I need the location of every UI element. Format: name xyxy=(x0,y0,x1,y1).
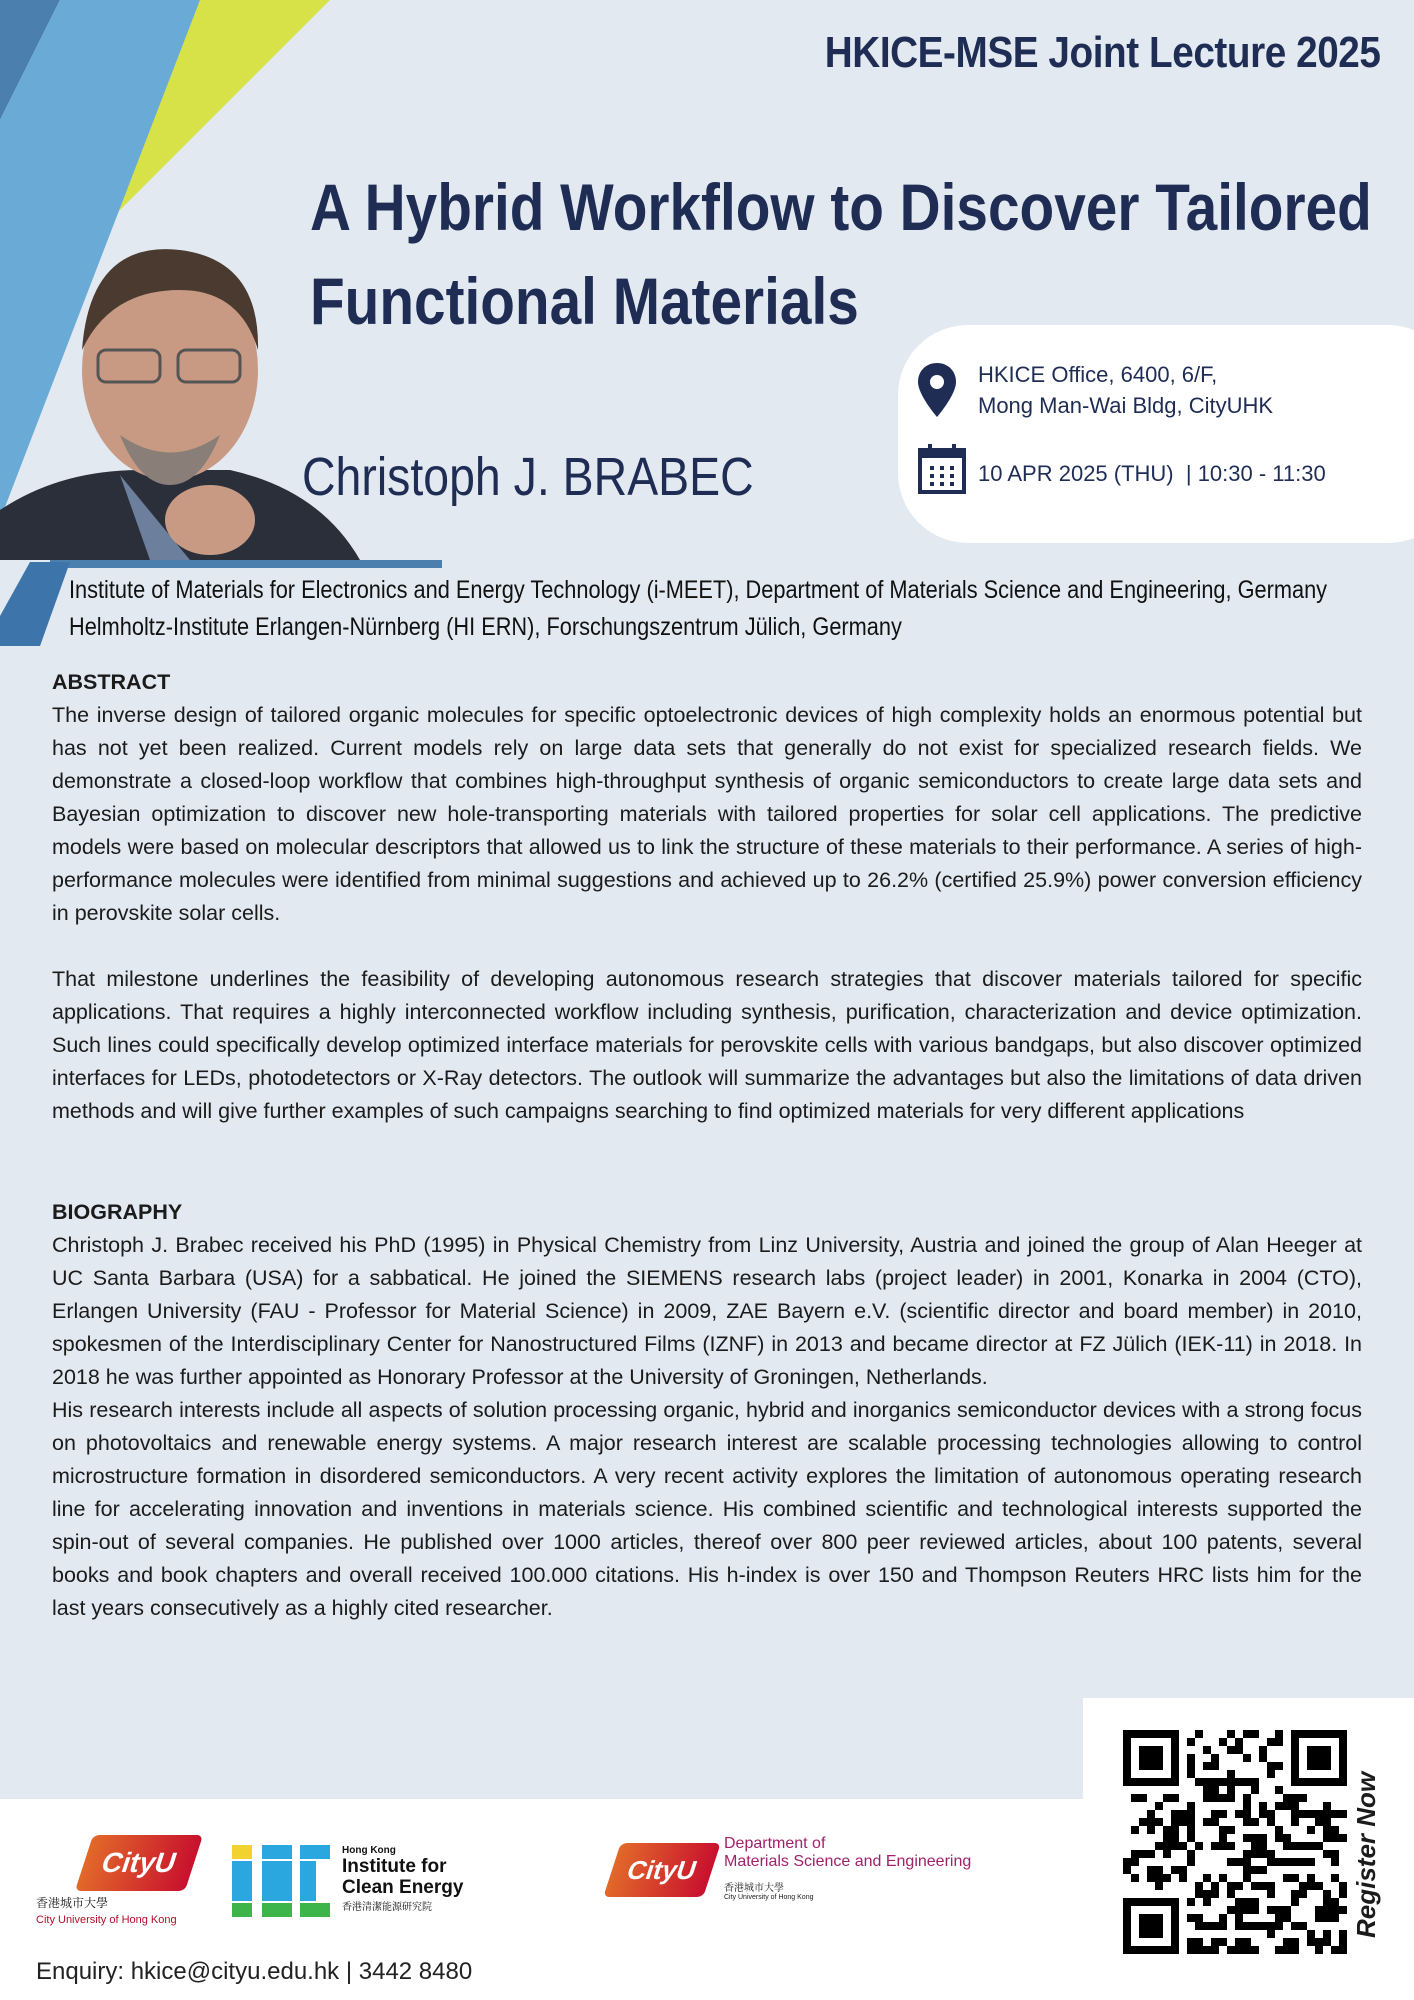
biography-section xyxy=(52,1196,1362,1625)
affiliation: Helmholtz-Institute Erlangen-Nürnberg (HI ERN), Forschungszentrum Jülich, Germany xyxy=(69,613,902,641)
abstract-paragraph: That milestone underlines the feasibility of developing autonomous research strategies that discover materials tailored for specific applications. That requires a highly interconnected workflow including synthesis, purification, characterization and device optimization. Such lines could specifically develop optimized interface materials for perovskite cells with various bandgaps, but also discover optimized interfaces for LEDs, photodetectors or X-Ray detectors. The outlook will summarize the advantages but also the limitations of data driven methods and will give further examples of such campaigns searching to find optimized materials for very different applications xyxy=(52,967,1362,1123)
cityu-mark: CityU xyxy=(75,1835,203,1891)
ice-logo xyxy=(232,1845,463,1917)
location-pin-icon xyxy=(918,363,956,417)
ice-mark xyxy=(232,1845,330,1917)
mse-text xyxy=(724,1835,971,1901)
ice-line: Institute for xyxy=(342,1856,447,1877)
mse-logo xyxy=(612,1835,971,1901)
register-qr-panel xyxy=(1083,1698,1414,2000)
datetime-row xyxy=(978,458,1326,489)
title-line: Functional Materials xyxy=(310,264,859,338)
location-line: Mong Man-Wai Bldg, CityUHK xyxy=(978,393,1274,418)
abstract-section xyxy=(52,666,1362,1128)
mse-zh: 香港城市大學 xyxy=(724,1883,784,1894)
cityu-en: City University of Hong Kong xyxy=(36,1914,177,1926)
ice-zh: 香港清潔能源研究院 xyxy=(342,1902,432,1913)
lecture-series: HKICE-MSE Joint Lecture 2025 xyxy=(824,28,1380,77)
location-line: HKICE Office, 6400, 6/F, xyxy=(978,362,1218,387)
abstract-heading: ABSTRACT xyxy=(52,670,171,694)
ice-text xyxy=(342,1845,463,1917)
affiliations xyxy=(69,572,1374,646)
speaker-name: Christoph J. BRABEC xyxy=(302,447,754,507)
abstract-paragraph: The inverse design of tailored organic molecules for specific optoelectronic devices of high complexity holds an enormous potential but has not yet been realized. Current models rely on large data sets that generally do not exist for specialized research fields. We demonstrate a closed-loop workflow that combines high-throughput synthesis of organic semiconductors to create large data sets and Bayesian optimization to discover new hole-transporting materials with tailored properties for solar cell applications. The predictive models were based on molecular descriptors that allowed us to link the structure of these materials to their performance. A series of high-performance molecules were identified from minimal suggestions and achieved up to 26.2% (certified 25.9%) power conversion efficiency in perovskite solar cells. xyxy=(52,703,1362,925)
mse-en: City University of Hong Kong xyxy=(724,1894,814,1901)
event-datetime: 10 APR 2025 (THU) | 10:30 - 11:30 xyxy=(978,461,1326,486)
mse-line: Materials Science and Engineering xyxy=(724,1853,972,1870)
cityu-logo xyxy=(36,1835,206,1929)
affiliation: Institute of Materials for Electronics and Energy Technology (i-MEET), Department of Materials Science and Engineering, Germany xyxy=(69,576,1328,604)
enquiry-contact: Enquiry: hkice@cityu.edu.hk | 3442 8480 xyxy=(36,1958,473,1985)
cityu-mark: CityU xyxy=(603,1843,721,1897)
event-info-box xyxy=(898,325,1414,543)
cityu-zh: 香港城市大學 xyxy=(36,1896,109,1910)
register-now-label: Register Now xyxy=(1351,1771,1381,1938)
lecture-title xyxy=(310,160,1402,348)
ice-line: Clean Energy xyxy=(342,1877,464,1898)
qr-code[interactable] xyxy=(1123,1730,1347,1954)
title-line: A Hybrid Workflow to Discover Tailored xyxy=(310,170,1372,244)
biography-paragraph: His research interests include all aspects of solution processing organic, hybrid and inorganics semiconductor devices with a strong focus on photovoltaics and renewable energy systems. A major research interest are scalable processing technologies allowing to control microstructure formation in disordered semiconductors. A very recent activity explores the limitation of autonomous operating research line for accelerating innovation and inventions in materials science. His combined scientific and technological interests supported the spin-out of several companies. He published over 1000 articles, thereof over 800 peer reviewed articles, about 100 patents, several books and book chapters and overall received 100.000 citations. His h-index is over 150 and Thompson Reuters HRC lists him for the last years consecutively as a highly cited researcher. xyxy=(52,1398,1362,1620)
biography-paragraph: Christoph J. Brabec received his PhD (1995) in Physical Chemistry from Linz University, Austria and joined the group of Alan Heeger at UC Santa Barbara (USA) for a sabbatical. He joined the SIEMENS research labs (project leader) in 2001, Konarka in 2004 (CTO), Erlangen University (FAU - Professor for Material Science) in 2009, ZAE Bayern e.V. (scientific director and board member) in 2010, spokesmen of the Interdisciplinary Center for Nanostructured Films (IZNF) in 2013 and became director at FZ Jülich (IEK-11) in 2018. In 2018 he was further appointed as Honorary Professor at the University of Groningen, Netherlands. xyxy=(52,1233,1362,1389)
calendar-icon xyxy=(918,444,966,494)
biography-heading: BIOGRAPHY xyxy=(52,1200,183,1224)
ice-small: Hong Kong xyxy=(342,1845,396,1856)
location-row xyxy=(978,359,1273,421)
mse-line: Department of xyxy=(724,1835,826,1852)
